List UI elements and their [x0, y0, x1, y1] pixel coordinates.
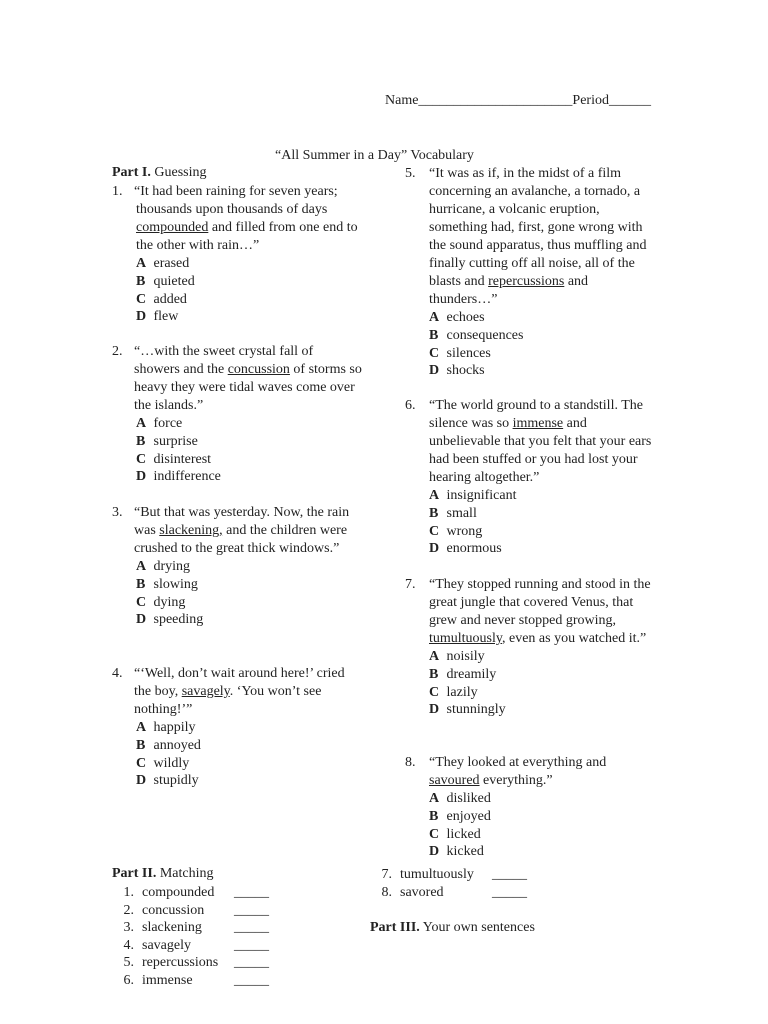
option-c[interactable]: C silences [429, 345, 491, 361]
option-a[interactable]: A echoes [429, 310, 485, 325]
matching-list-left [112, 884, 269, 990]
question-number: 7. [405, 577, 416, 592]
part1-heading [112, 165, 207, 181]
option-c[interactable]: C lazily [429, 684, 478, 700]
question-5 [405, 165, 650, 380]
matching-item: 5. repercussions _____ [123, 955, 269, 971]
question-text: “‘Well, don’t wait around here!’ cried the boy, savagely. ‘You won’t see nothing!’” [134, 666, 345, 717]
question-text: “…with the sweet crystal fall of showers and the concussion of storms so heavy they were tidal waves come over the islands.” [134, 344, 362, 413]
option-c[interactable]: C dying [136, 594, 186, 610]
question-number: 5. [405, 166, 416, 181]
answer-blank[interactable]: _____ [492, 867, 527, 882]
answer-blank[interactable]: _____ [234, 920, 269, 936]
option-a[interactable]: A erased [136, 256, 190, 271]
option-b[interactable]: B slowing [136, 576, 198, 592]
vocab-word: immense [512, 416, 564, 431]
matching-item: 6. immense _____ [123, 972, 269, 988]
option-b[interactable]: B quieted [136, 273, 195, 289]
question-text: “The world ground to a standstill. The silence was so immense and unbelievable that you felt that your ears had been stuffed or you had lost your hearing altogether.” [429, 398, 652, 485]
question-2 [112, 343, 362, 486]
option-a[interactable]: A noisily [429, 649, 485, 664]
question-number: 8. [405, 755, 416, 770]
answer-blank[interactable]: _____ [234, 972, 269, 988]
option-a[interactable]: A happily [136, 720, 196, 735]
option-b[interactable]: B enjoyed [429, 808, 491, 824]
answer-blank[interactable]: _____ [234, 937, 269, 953]
part2-heading [112, 866, 213, 882]
matching-item: 3. slackening _____ [123, 920, 269, 936]
option-a[interactable]: A force [136, 416, 183, 431]
question-number: 2. [112, 344, 123, 359]
part1-name: Guessing [154, 165, 207, 180]
option-c[interactable]: C wrong [429, 523, 483, 539]
part2-name: Matching [159, 866, 214, 881]
answer-blank[interactable]: _____ [234, 902, 269, 918]
matching-item: 4. savagely _____ [123, 937, 269, 953]
matching-list-right [370, 866, 527, 901]
question-3 [112, 504, 362, 629]
option-d[interactable]: D flew [136, 309, 179, 325]
vocab-word: savoured [429, 773, 480, 788]
option-b[interactable]: B small [429, 505, 477, 521]
answer-blank[interactable]: _____ [234, 955, 269, 971]
option-d[interactable]: D enormous [429, 541, 502, 557]
option-c[interactable]: C added [136, 291, 187, 307]
question-text: thousands upon thousands of days [136, 202, 328, 217]
option-b[interactable]: B surprise [136, 433, 198, 449]
option-b[interactable]: B dreamily [429, 666, 497, 682]
option-d[interactable]: D speeding [136, 612, 204, 628]
option-d[interactable]: D stupidly [136, 773, 199, 789]
part3-label: Part III. [370, 920, 420, 935]
question-text: “It was as if, in the midst of a film concerning an avalanche, a tornado, a hurricane, a volcanic eruption, something had, first, gone wrong with the sound apparatus, thus muffling and finally cutting off all noise, all of the blasts and repercussions and thunders…” [429, 166, 647, 307]
answer-blank[interactable]: _____ [492, 884, 527, 900]
option-d[interactable]: D kicked [429, 844, 484, 860]
vocab-word: concussion [227, 362, 290, 377]
answer-blank[interactable]: _____ [234, 885, 269, 900]
question-1 [112, 183, 372, 326]
question-number: 6. [405, 398, 416, 413]
option-d[interactable]: D indifference [136, 469, 221, 485]
question-7 [405, 576, 655, 719]
part1-label: Part I. [112, 165, 151, 180]
part3-name: Your own sentences [422, 920, 535, 935]
question-text: and filled from one end to the other with rain…” [136, 220, 358, 253]
name-period-line: Name______________________Period______ [385, 93, 651, 108]
question-8 [405, 754, 655, 861]
question-text: “They stopped running and stood in the great jungle that covered Venus, that grew and never stopped growing, tumultuously, even as you watched it.” [429, 577, 651, 646]
question-number: 4. [112, 666, 123, 681]
option-c[interactable]: C licked [429, 826, 481, 842]
matching-item: 1. compounded _____ [123, 885, 269, 900]
question-text: “It had been raining for seven years; [134, 184, 338, 199]
option-d[interactable]: D shocks [429, 363, 485, 379]
option-d[interactable]: D stunningly [429, 702, 506, 718]
question-text: “But that was yesterday. Now, the rain was slackening, and the children were crushed to the great thick windows.” [134, 505, 350, 556]
part2-label: Part II. [112, 866, 157, 881]
matching-item: 8. savored _____ [381, 884, 527, 900]
question-number: 1. [112, 184, 123, 199]
option-c[interactable]: C disinterest [136, 451, 212, 467]
question-number: 3. [112, 505, 123, 520]
matching-item: 2. concussion _____ [123, 902, 269, 918]
option-a[interactable]: A disliked [429, 791, 491, 806]
question-6 [405, 397, 655, 558]
matching-item: 7. tumultuously _____ [381, 867, 527, 882]
option-b[interactable]: B consequences [429, 327, 524, 343]
page-title: “All Summer in a Day” Vocabulary [275, 148, 474, 163]
vocab-word: savagely [181, 684, 230, 699]
option-c[interactable]: C wildly [136, 755, 190, 771]
part3-heading [370, 920, 535, 936]
vocab-word: tumultuously [429, 631, 502, 646]
question-4 [112, 665, 362, 790]
vocab-word: repercussions [488, 274, 565, 289]
question-text: “They looked at everything and savoured everything.” [429, 755, 607, 788]
option-b[interactable]: B annoyed [136, 737, 201, 753]
vocab-word: compounded [136, 220, 209, 235]
option-a[interactable]: A drying [136, 559, 191, 574]
vocab-word: slackening, [159, 523, 223, 538]
option-a[interactable]: A insignificant [429, 488, 517, 503]
